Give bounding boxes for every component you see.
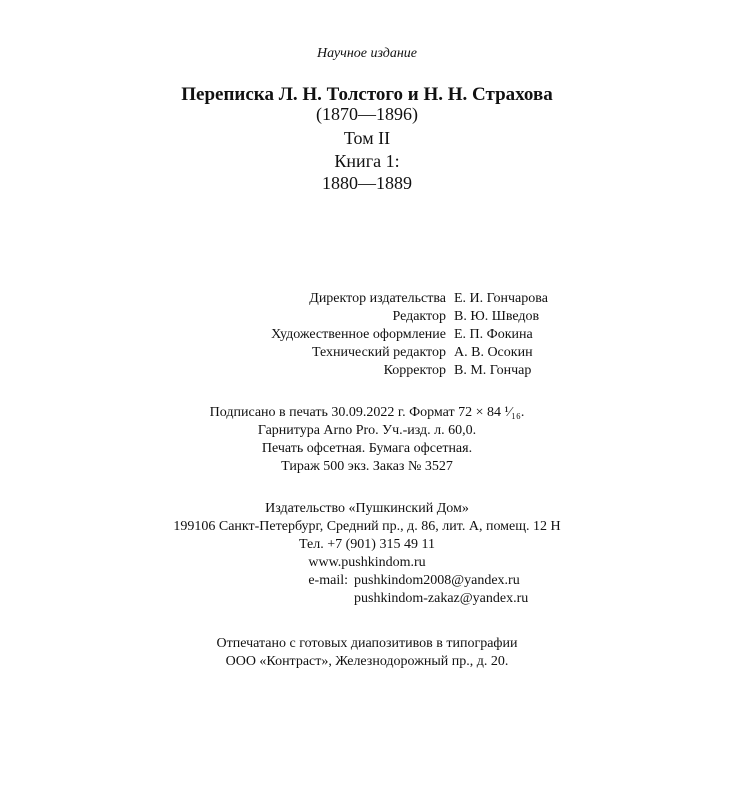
credit-role: Редактор bbox=[392, 309, 446, 324]
email-address: pushkindom2008@yandex.ru bbox=[354, 573, 520, 588]
credit-name: Е. П. Фокина bbox=[454, 327, 533, 342]
email-address: pushkindom-zakaz@yandex.ru bbox=[354, 591, 529, 606]
email-row bbox=[0, 572, 734, 590]
credit-role: Технический редактор bbox=[311, 345, 446, 360]
credit-row bbox=[0, 290, 734, 308]
printing-paper-line: Печать офсетная. Бумага офсетная. bbox=[261, 441, 473, 456]
credit-role: Директор издательства bbox=[309, 291, 446, 306]
print-info bbox=[0, 404, 734, 476]
print-run-line: Тираж 500 экз. Заказ № 3527 bbox=[281, 459, 453, 474]
printer-info bbox=[0, 635, 734, 671]
book-title: Переписка Л. Н. Толстого и Н. Н. Страхова bbox=[181, 84, 553, 105]
printer-line: Отпечатано с готовых диапозитивов в типографии bbox=[216, 636, 518, 651]
email-label: e-mail: bbox=[308, 573, 348, 588]
publisher-name: Издательство «Пушкинский Дом» bbox=[265, 501, 469, 516]
publisher-phone: Тел. +7 (901) 315 49 11 bbox=[299, 537, 435, 552]
credit-row bbox=[0, 344, 734, 362]
credit-row bbox=[0, 308, 734, 326]
credit-row bbox=[0, 362, 734, 380]
correspondence-years: (1870—1896) bbox=[316, 104, 418, 124]
typeface-line: Гарнитура Arno Pro. Уч.-изд. л. 60,0. bbox=[257, 423, 477, 438]
publisher-address: 199106 Санкт-Петербург, Средний пр., д. 86, лит. А, помещ. 12 Н bbox=[173, 519, 561, 534]
credits-list bbox=[0, 290, 734, 380]
print-signed-line: Подписано в печать 30.09.2022 г. Формат 72 × 84 ¹⁄₁₆. bbox=[209, 405, 525, 420]
publisher-info bbox=[0, 500, 734, 608]
volume-label: Том II bbox=[343, 128, 391, 148]
book-years: 1880—1889 bbox=[322, 173, 412, 193]
credit-role: Корректор bbox=[383, 363, 446, 378]
printer-address-line: ООО «Контраст», Железнодорожный пр., д. 20. bbox=[225, 654, 509, 669]
credit-name: В. Ю. Шведов bbox=[454, 309, 540, 324]
publisher-website: www.pushkindom.ru bbox=[308, 555, 426, 570]
email-row bbox=[0, 590, 734, 608]
book-label: Книга 1: bbox=[334, 151, 400, 171]
credit-name: В. М. Гончар bbox=[454, 363, 532, 378]
credit-row bbox=[0, 326, 734, 344]
edition-type: Научное издание bbox=[317, 46, 417, 61]
credit-role: Художественное оформление bbox=[271, 327, 446, 342]
credit-name: А. В. Осокин bbox=[454, 345, 533, 360]
credit-name: Е. И. Гончарова bbox=[454, 291, 548, 306]
